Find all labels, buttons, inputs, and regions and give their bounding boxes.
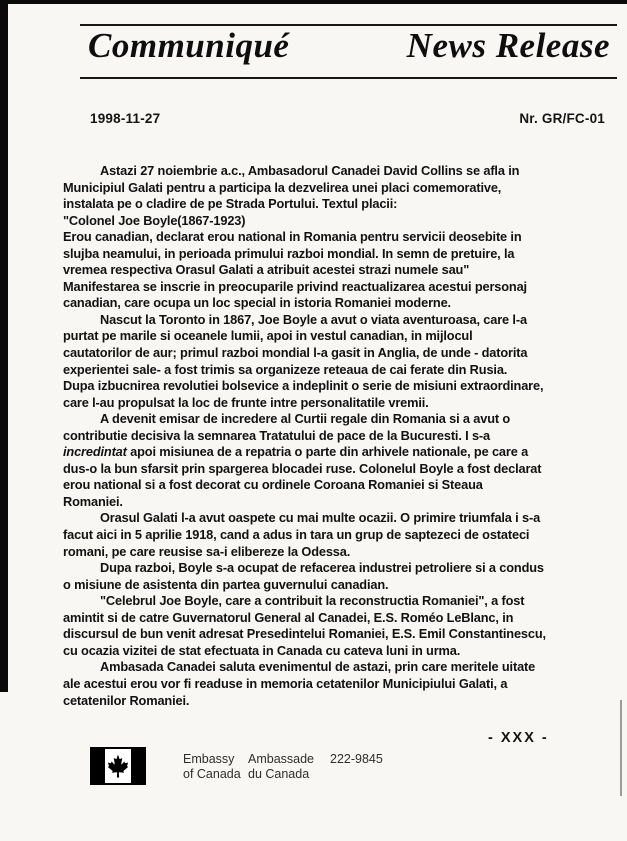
body-line: ale acestui erou vor fi readuse in memoria cetatenilor Municipiului Galati, a <box>63 675 508 691</box>
release-date: 1998-11-27 <box>90 111 161 126</box>
body-line: Orasul Galati l-a avut oaspete cu mai multe ocazii. O primire triumfala i s-a <box>100 510 541 526</box>
ambassade-label-line2: du Canada <box>248 767 310 781</box>
body-line: dus-o la bun sfarsit prin spargerea blocadei ruse. Colonelul Boyle a fost declarat <box>63 460 542 476</box>
reference-number: Nr. GR/FC-01 <box>519 111 605 126</box>
italic-word: incredintat <box>63 444 127 460</box>
body-line: canadian, care ocupa un loc special in istoria Romaniei moderne. <box>63 295 451 311</box>
embassy-label-french <box>248 752 314 782</box>
body-line: Dupa razboi, Boyle s-a ocupat de refacerea industrei petroliere si a condus <box>100 560 544 576</box>
body-line: care l-au propulsat la loc de frunte intre personalitatile vremii. <box>63 394 429 410</box>
embassy-label-line2: of Canada <box>183 767 241 781</box>
masthead-rule-bottom <box>80 77 617 79</box>
body-line: A devenit emisar de incredere al Curtii regale din Romania si a avut o <box>100 411 511 427</box>
body-line: vremea respectiva Orasul Galati a atribuit acestei strazi numele sau" <box>63 262 470 278</box>
body-line: discursul de bun venit adresat Presedintelui Romaniei, E.S. Emil Constantinescu, <box>63 626 546 642</box>
body-line: purtat pe marile si oceanele lumii, apoi in vestul canadian, in mijlocul <box>63 328 473 344</box>
end-mark: - XXX - <box>488 730 549 746</box>
body-line: incredintat apoi misiunea de a repatria o parte din arhivele nationale, pe care a <box>63 444 529 460</box>
body-line: facut aici in 5 aprilie 1918, cand a adus in tara un grup de saptezeci de ostateci <box>63 527 530 543</box>
body-line: Municipiul Galati pentru a participa la dezvelirea unei placi comemorative, <box>63 179 502 195</box>
masthead-title-english: News Release <box>406 26 610 65</box>
body-line: erou national si a fost decorat cu ordinele Coroana Romaniei si Steaua <box>63 477 483 493</box>
ambassade-label-line1: Ambassade <box>248 752 315 766</box>
body-line: Romaniei. <box>63 493 123 509</box>
flag-center-panel <box>105 749 131 783</box>
flag-right-bar <box>131 749 144 783</box>
body-line: Nascut la Toronto in 1867, Joe Boyle a avut o viata aventuroasa, care l-a <box>100 311 527 327</box>
body-line: slujba neamului, in perioada primului razboi mondial. In semn de pretuire, la <box>63 245 515 261</box>
body-line: o misiune de asistenta din partea guvernului canadian. <box>63 576 389 592</box>
embassy-label-line1: Embassy <box>183 752 235 766</box>
body-line: Erou canadian, declarat erou national in Romania pentru servicii deosebite in <box>63 229 522 245</box>
body-text <box>63 163 619 709</box>
body-line: experientei sale- a fost trimis sa organizeze reteaua de cai ferate din Rusia. <box>63 361 508 377</box>
canada-flag-icon <box>90 747 146 785</box>
scan-edge-right <box>620 700 622 796</box>
scan-edge-top <box>0 0 627 4</box>
phone-number: 222-9845 <box>330 752 383 766</box>
body-line: amintit si de catre Guvernatorul General al Canadei, E.S. Roméo LeBlanc, in <box>63 609 514 625</box>
body-line: Manifestarea se inscrie in preocuparile privind reactualizarea acestui personaj <box>63 278 527 294</box>
flag-left-bar <box>92 749 105 783</box>
body-line: cautatorilor de aur; primul razboi mondial l-a gasit in Anglia, de unde - datorita <box>63 345 528 361</box>
body-line: instalata pe o cladire de pe Strada Portului. Textul placii: <box>63 196 398 212</box>
maple-leaf-icon <box>106 753 130 779</box>
body-line: "Colonel Joe Boyle(1867-1923) <box>63 212 246 228</box>
body-line: cetatenilor Romaniei. <box>63 692 190 708</box>
body-line: Astazi 27 noiembrie a.c., Ambasadorul Canadei David Collins se afla in <box>100 163 520 178</box>
masthead-title-french: Communiqué <box>88 26 290 65</box>
body-line: cu ocazia vizitei de stat efectuata in Canada cu cateva luni in urma. <box>63 642 461 658</box>
embassy-label-english <box>183 752 241 782</box>
scan-edge-left <box>0 0 8 692</box>
body-line: contributie decisiva la semnarea Tratatului de pace de la Bucuresti. I s-a <box>63 427 491 443</box>
body-line: Ambasada Canadei saluta evenimentul de astazi, prin care meritele uitate <box>100 659 536 675</box>
body-line: Dupa izbucnirea revolutiei bolsevice a indeplinit o serie de misiuni extraordinare, <box>63 378 544 394</box>
body-line: romani, pe care reusise sa-i elibereze la Odessa. <box>63 543 351 559</box>
body-line: "Celebrul Joe Boyle, care a contribuit la reconstructia Romaniei", a fost <box>100 593 525 609</box>
